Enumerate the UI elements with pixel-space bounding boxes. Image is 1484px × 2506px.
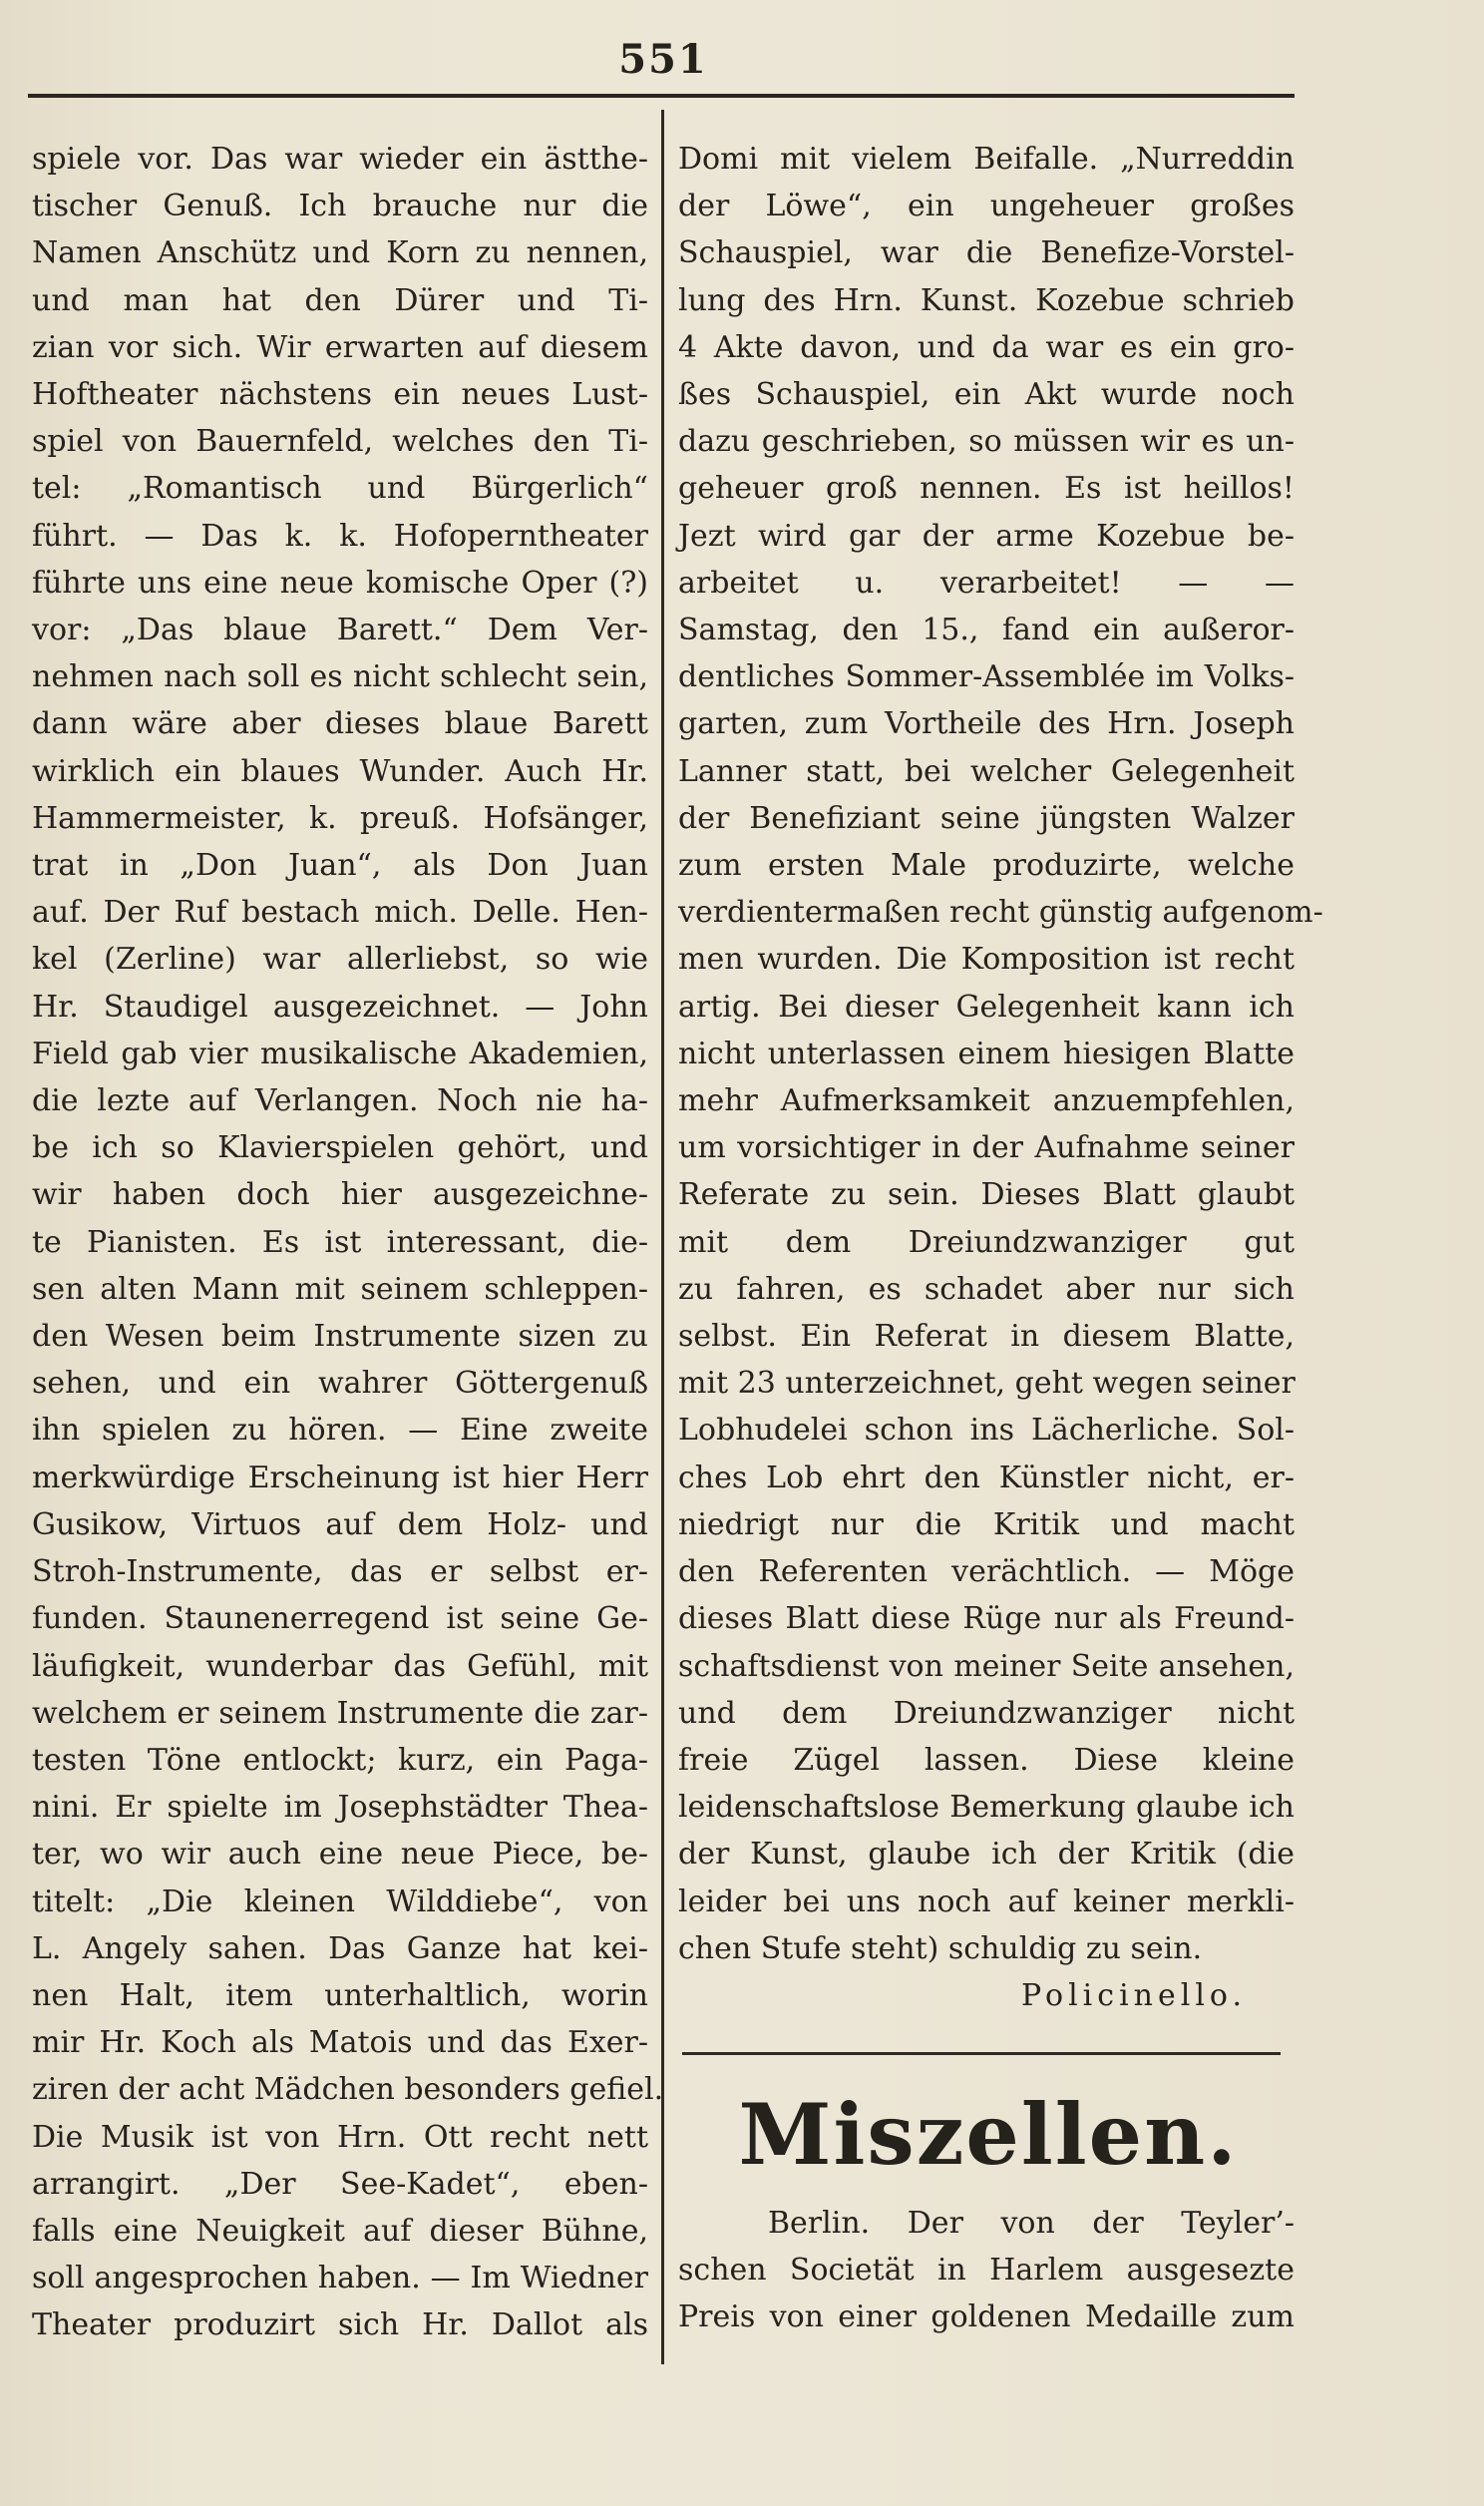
text-line: nehmen nach soll es nicht schlecht sein,	[32, 659, 648, 695]
text-line: zian vor sich. Wir erwarten auf diesem	[32, 329, 648, 365]
text-line: be ich so Klavierspielen gehört, und	[32, 1130, 648, 1166]
text-line: testen Töne entlockt; kurz, ein Paga-	[32, 1742, 648, 1778]
text-line: spiele vor. Das war wieder ein ästthe-	[32, 142, 648, 177]
text-line: Hoftheater nächstens ein neues Lust-	[32, 377, 648, 413]
text-line: mir Hr. Koch als Matois und das Exer-	[32, 2025, 648, 2061]
text-line: nicht unterlassen einem hiesigen Blatte	[678, 1036, 1295, 1071]
text-line: men wurden. Die Komposition ist recht	[678, 942, 1295, 978]
text-line: spiel von Bauernfeld, welches den Ti-	[32, 424, 648, 460]
text-line: sen alten Mann mit seinem schleppen-	[32, 1271, 648, 1307]
text-line: arbeitet u. verarbeitet! — —	[678, 565, 1295, 601]
text-line: trat in „Don Juan“, als Don Juan	[32, 848, 648, 884]
text-line: Schauspiel, war die Benefize-Vorstel-	[678, 235, 1295, 271]
text-line: Samstag, den 15., fand ein außeror-	[678, 613, 1295, 648]
text-line: führt. — Das k. k. Hofoperntheater	[32, 518, 648, 554]
text-line: verdientermaßen recht günstig aufgenom-	[678, 895, 1323, 931]
text-line: tel: „Romantisch und Bürgerlich“	[32, 471, 648, 507]
text-line: selbst. Ein Referat in diesem Blatte,	[678, 1319, 1295, 1355]
text-line: dieses Blatt diese Rüge nur als Freund-	[678, 1601, 1295, 1637]
text-line: mit 23 unterzeichnet, geht wegen seiner	[678, 1366, 1296, 1402]
text-line: dentliches Sommer-Assemblée im Volks-	[678, 659, 1295, 695]
text-line: sehen, und ein wahrer Göttergenuß	[32, 1366, 648, 1402]
text-line: ter, wo wir auch eine neue Piece, be-	[32, 1837, 648, 1873]
text-line: Referate zu sein. Dieses Blatt glaubt	[678, 1177, 1295, 1213]
text-line: Die Musik ist von Hrn. Ott recht nett	[32, 2119, 648, 2155]
text-line: Jezt wird gar der arme Kozebue be-	[678, 518, 1295, 554]
text-line: Namen Anschütz und Korn zu nennen,	[32, 235, 648, 271]
text-line: wirklich ein blaues Wunder. Auch Hr.	[32, 753, 648, 789]
text-line: und dem Dreiundzwanziger nicht	[678, 1695, 1295, 1731]
text-line: dann wäre aber dieses blaue Barett	[32, 706, 648, 742]
text-line: niedrigt nur die Kritik und macht	[678, 1506, 1295, 1542]
text-line: Gusikow, Virtuos auf dem Holz- und	[32, 1506, 648, 1542]
text-line: um vorsichtiger in der Aufnahme seiner	[678, 1130, 1295, 1166]
text-line: chen Stufe steht) schuldig zu sein.	[678, 1930, 1203, 1966]
text-line: und man hat den Dürer und Ti-	[32, 282, 648, 318]
text-line: läufigkeit, wunderbar das Gefühl, mit	[32, 1648, 648, 1684]
section-divider	[682, 2052, 1281, 2055]
text-line: ihn spielen zu hören. — Eine zweite	[32, 1413, 648, 1449]
text-line: tischer Genuß. Ich brauche nur die	[32, 189, 648, 224]
text-line: auf. Der Ruf bestach mich. Delle. Hen-	[32, 895, 648, 931]
left-column	[32, 136, 664, 2349]
text-line: die lezte auf Verlangen. Noch nie ha-	[32, 1083, 648, 1119]
text-line: Berlin. Der von der Teyler’-	[768, 2206, 1295, 2241]
text-line: schaftsdienst von meiner Seite ansehen,	[678, 1648, 1295, 1684]
text-line: kel (Zerline) war allerliebst, so wie	[32, 942, 648, 978]
text-line: zu fahren, es schadet aber nur sich	[678, 1271, 1295, 1307]
text-line: ziren der acht Mädchen besonders gefiel.	[32, 2072, 664, 2108]
text-line: L. Angely sahen. Das Ganze hat kei-	[32, 1930, 648, 1966]
text-line: merkwürdige Erscheinung ist hier Herr	[32, 1460, 648, 1495]
text-line: der Benefiziant seine jüngsten Walzer	[678, 800, 1295, 836]
text-line: arrangirt. „Der See-Kadet“, eben-	[32, 2166, 648, 2202]
text-line: Hammermeister, k. preuß. Hofsänger,	[32, 800, 648, 836]
text-line: funden. Staunenerregend ist seine Ge-	[32, 1601, 648, 1637]
text-line: leider bei uns noch auf keiner merkli-	[678, 1883, 1295, 1919]
column-divider	[661, 110, 664, 2364]
text-line: leidenschaftslose Bemerkung glaube ich	[678, 1790, 1295, 1826]
text-line: freie Zügel lassen. Diese kleine	[678, 1742, 1295, 1778]
text-line: der Löwe“, ein ungeheuer großes	[678, 189, 1295, 224]
text-line: vor: „Das blaue Barett.“ Dem Ver-	[32, 613, 648, 648]
text-line: Theater produzirt sich Hr. Dallot als	[32, 2307, 648, 2343]
text-line: lung des Hrn. Kunst. Kozebue schrieb	[678, 282, 1295, 318]
text-line: mit dem Dreiundzwanziger gut	[678, 1224, 1295, 1260]
text-line: Lobhudelei schon ins Lächerliche. Sol-	[678, 1413, 1295, 1449]
text-line: te Pianisten. Es ist interessant, die-	[32, 1224, 648, 1260]
text-line: den Wesen beim Instrumente sizen zu	[32, 1319, 648, 1355]
text-line: Stroh-Instrumente, das er selbst er-	[32, 1554, 648, 1590]
page-number: 551	[618, 36, 708, 83]
text-line: zum ersten Male produzirte, welche	[678, 848, 1295, 884]
text-line: 4 Akte davon, und da war es ein gro-	[678, 329, 1295, 365]
text-line: der Kunst, glaube ich der Kritik (die	[678, 1837, 1295, 1873]
header-rule	[28, 94, 1295, 98]
text-line: Lanner statt, bei welcher Gelegenheit	[678, 753, 1295, 789]
text-line: Field gab vier musikalische Akademien,	[32, 1036, 648, 1071]
text-line: falls eine Neuigkeit auf dieser Bühne,	[32, 2213, 648, 2249]
text-line: schen Societät in Harlem ausgesezte	[678, 2253, 1295, 2289]
signature: Policinello.	[1021, 1977, 1247, 2013]
section-body	[678, 2200, 1295, 2341]
right-column	[678, 136, 1323, 2019]
text-line: soll angesprochen haben. — Im Wiedner	[32, 2261, 648, 2297]
text-line: ches Lob ehrt den Künstler nicht, er-	[678, 1460, 1295, 1495]
text-line: führte uns eine neue komische Oper (?)	[32, 565, 648, 601]
text-line: garten, zum Vortheile des Hrn. Joseph	[678, 706, 1295, 742]
text-line: Hr. Staudigel ausgezeichnet. — John	[32, 989, 648, 1025]
text-line: nini. Er spielte im Josephstädter Thea-	[32, 1790, 648, 1826]
text-line: den Referenten verächtlich. — Möge	[678, 1554, 1295, 1590]
text-line: ßes Schauspiel, ein Akt wurde noch	[678, 377, 1295, 413]
text-line: artig. Bei dieser Gelegenheit kann ich	[678, 989, 1295, 1025]
section-title: Miszellen.	[738, 2085, 1239, 2184]
text-line: mehr Aufmerksamkeit anzuempfehlen,	[678, 1083, 1295, 1119]
text-line: titelt: „Die kleinen Wilddiebe“, von	[32, 1883, 648, 1919]
text-line: welchem er seinem Instrumente die zar-	[32, 1695, 648, 1731]
text-line: Domi mit vielem Beifalle. „Nurreddin	[678, 142, 1295, 177]
text-line: geheuer groß nennen. Es ist heillos!	[678, 471, 1295, 507]
text-line: dazu geschrieben, so müssen wir es un-	[678, 424, 1295, 460]
text-line: Preis von einer goldenen Medaille zum	[678, 2299, 1295, 2335]
text-line: nen Halt, item unterhaltlich, worin	[32, 1977, 648, 2013]
text-line: wir haben doch hier ausgezeichne-	[32, 1177, 648, 1213]
